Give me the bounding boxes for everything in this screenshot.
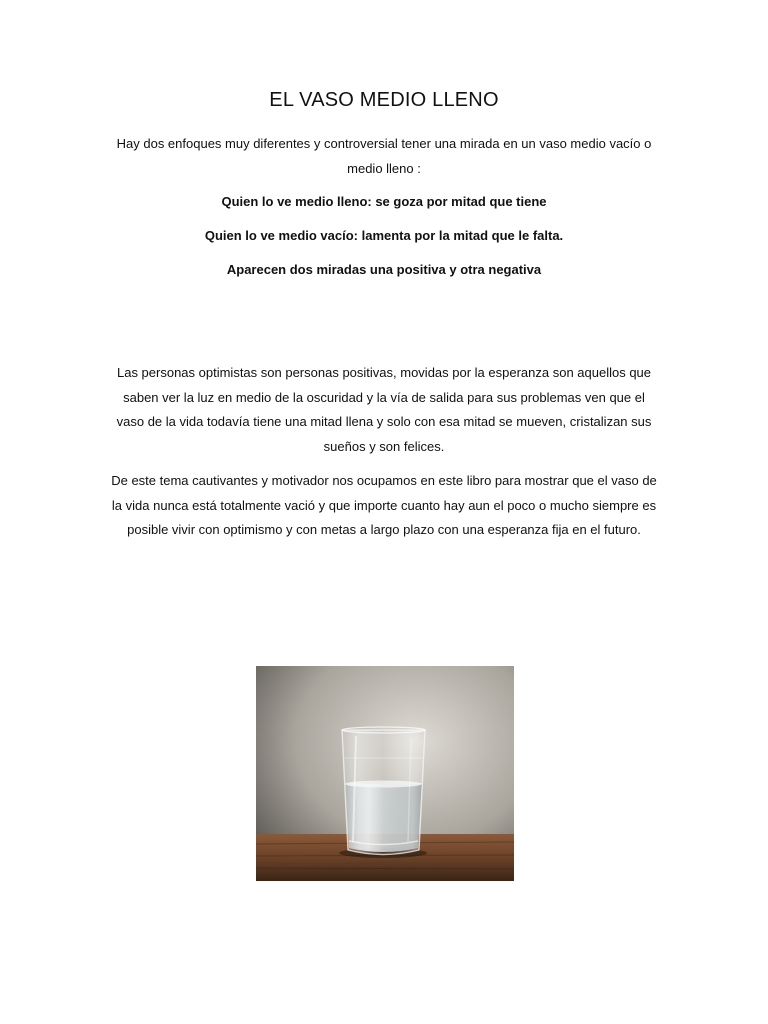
book-theme-paragraph: De este tema cautivantes y motivador nos ocupamos en este libro para mostrar que el vaso de la vida nunca está totalmente vació y que importe cuanto hay aun el poco o mucho siempre es posible vivir con optimismo y con metas a largo plazo con una esperanza fija en el futuro. — [111, 473, 657, 537]
bold-line-views: Aparecen dos miradas una positiva y otra negativa — [226, 262, 542, 277]
half-full-glass-photo — [256, 666, 514, 881]
glass-illustration — [256, 666, 514, 881]
bold-line-full: Quien lo ve medio lleno: se goza por mitad que tiene — [221, 194, 547, 209]
page-title: EL VASO MEDIO LLENO — [269, 89, 499, 111]
bold-line-empty: Quien lo ve medio vacío: lamenta por la mitad que le falta. — [204, 228, 564, 243]
intro-paragraph: Hay dos enfoques muy diferentes y controversial tener una mirada en un vaso medio vacío o medio lleno : — [116, 136, 652, 176]
optimists-paragraph: Las personas optimistas son personas positivas, movidas por la esperanza son aquellos que saben ver la luz en medio de la oscuridad y la vía de salida para sus problemas ven que el vaso de la vida todavía tiene una mitad llena y solo con esa mitad se mueven, cristalizan sus sueños y son felices. — [116, 365, 652, 454]
